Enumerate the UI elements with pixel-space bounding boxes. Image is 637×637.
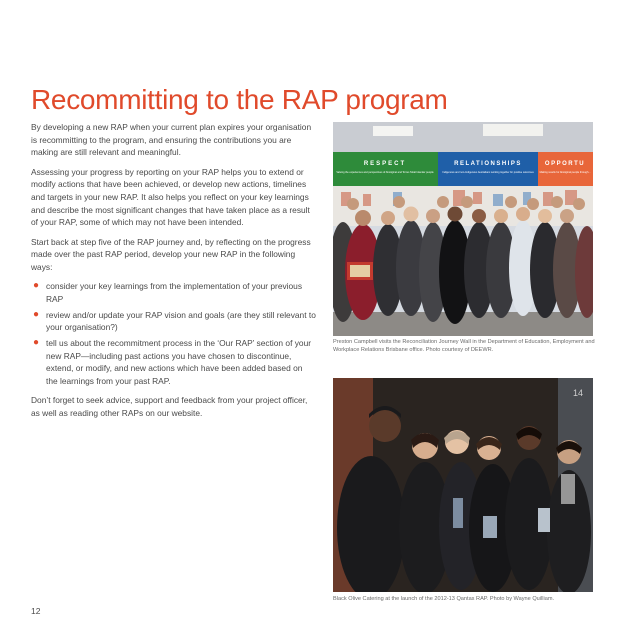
bullet-text: review and/or update your RAP vision and goals (are they still relevant to your organisation?) xyxy=(46,309,316,333)
body-text-column xyxy=(31,121,316,426)
bullet-text: tell us about the recommitment process in the ‘Our RAP’ section of your new RAP—including past actions you have chosen to discontinue, extend, or modify, and new actions which have been added based on the learnings from your past RAP. xyxy=(46,338,312,387)
paragraph-intro: By developing a new RAP when your current plan expires your organisation is recommitting to the program, and ensuring the contributions you are making are still relevant and meaningful. xyxy=(31,122,312,158)
relationships-banner xyxy=(438,152,538,186)
banner-subtext: Making results for Aboriginal people through... xyxy=(539,171,591,174)
bullet-item xyxy=(31,309,316,334)
bullet-dot-icon: ● xyxy=(33,308,40,320)
paragraph-assessing: Assessing your progress by reporting on your RAP helps you to extend or modify actions that have been achieved, or develop new actions, timelines and targets in your new RAP. It also helps you reflect on your key learnings and describe the most significant changes that have taken place as a result of your RAP, some of which may not have been intended. xyxy=(31,166,310,228)
banner-label: RESPECT xyxy=(363,161,407,167)
paragraph-advice: Don’t forget to seek advice, support and feedback from your project officer, as well as reading other RAPs on our website. xyxy=(31,395,308,419)
banner-label: RELATIONSHIPS xyxy=(454,161,522,167)
room-sign: 14 xyxy=(573,388,584,398)
photo-reconciliation-wall xyxy=(333,122,593,336)
banner-subtext: Indigenous and non-Indigenous Australians working together for positive outcomes xyxy=(442,171,534,174)
respect-banner xyxy=(333,152,438,186)
page-number: 12 xyxy=(31,606,41,616)
photo-catering-team xyxy=(333,378,593,592)
bullet-dot-icon: ● xyxy=(33,280,40,292)
bullet-item xyxy=(31,280,316,305)
banner-subtext: Valuing the experiences and perspectives of Aboriginal and Torres Strait Islander people xyxy=(336,171,434,174)
bullet-text: consider your key learnings from the implementation of your previous RAP xyxy=(46,281,303,304)
photo-caption: Preston Campbell visits the Reconciliation Journey Wall in the Department of Education, Employment and Workplace Relations Brisbane office. Photo courtesy of DEEWR. xyxy=(333,339,595,353)
paragraph-start-back: Start back at step five of the RAP journey and, by reflecting on the progress made over the past RAP period, develop your new RAP in the following ways: xyxy=(31,236,311,273)
opportunities-banner xyxy=(538,152,593,186)
bullet-list xyxy=(31,280,316,388)
bullet-item xyxy=(31,337,316,388)
page-title: Recommitting to the RAP program xyxy=(31,83,448,115)
photo-caption: Black Olive Catering at the launch of the 2012-13 Qantas RAP. Photo by Wayne Quilliam. xyxy=(333,596,555,602)
banner-label: OPPORTU xyxy=(544,161,586,167)
bullet-dot-icon: ● xyxy=(33,337,40,349)
